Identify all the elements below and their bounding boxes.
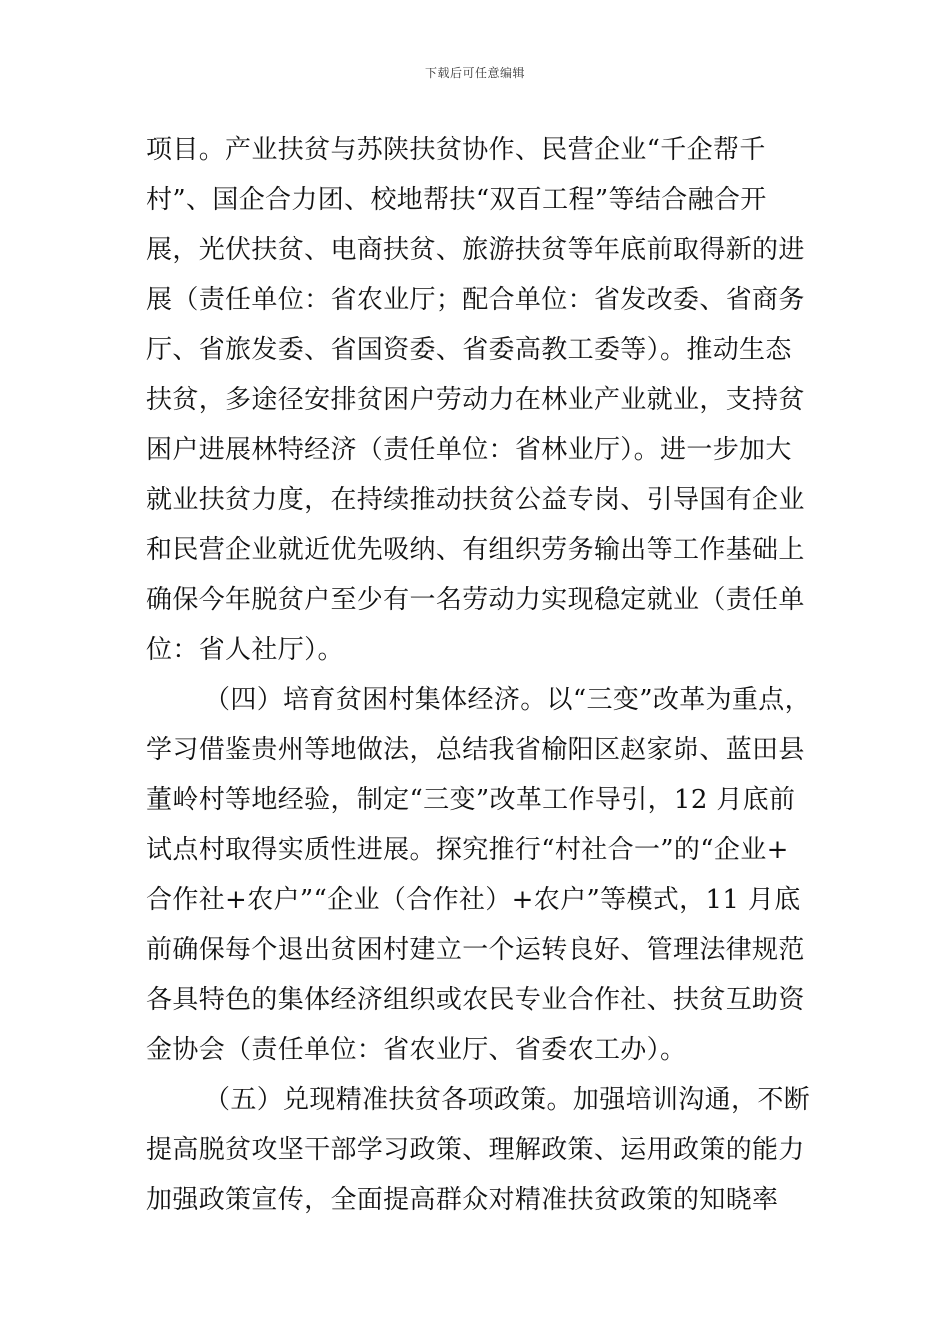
page-header: 下载后可任意编辑 <box>424 66 525 80</box>
text-line: 村”、国企合力团、校地帮扶“双百工程”等结合融合开 <box>146 185 767 215</box>
text-line: 加强政策宣传，全面提高群众对精准扶贫政策的知晓率 <box>146 1185 779 1215</box>
text-line: 位：省人社厅）。 <box>146 635 344 665</box>
text-line: 和民营企业就近优先吸纳、有组织劳务输出等工作基础上 <box>146 535 805 565</box>
text-line: 前确保每个退出贫困村建立一个运转良好、管理法律规范 <box>146 935 805 965</box>
text-line: 合作社+农户”“企业（合作社）+农户”等模式，11 月底 <box>146 885 801 915</box>
section-heading-4: （四）培育贫困村集体经济。以“三变”改革为重点， <box>204 685 811 715</box>
section-heading-5: （五）兑现精准扶贫各项政策。加强培训沟通，不断 <box>204 1085 811 1115</box>
text-line: 确保今年脱贫户至少有一名劳动力实现稳定就业（责任单 <box>146 585 805 615</box>
body-text <box>146 125 836 1225</box>
text-line: 提高脱贫攻坚干部学习政策、理解政策、运用政策的能力 <box>146 1135 805 1165</box>
text-line: 厅、省旅发委、省国资委、省委高教工委等）。推动生态 <box>146 335 792 365</box>
text-line: 学习借鉴贵州等地做法，总结我省榆阳区赵家峁、蓝田县 <box>146 735 805 765</box>
text-line: 展（责任单位：省农业厅；配合单位：省发改委、省商务 <box>146 285 805 315</box>
text-line: 金协会（责任单位：省农业厅、省委农工办）。 <box>146 1035 687 1065</box>
text-line: 董岭村等地经验，制定“三变”改革工作导引，12 月底前 <box>146 785 796 815</box>
text-line: 就业扶贫力度，在持续推动扶贫公益专岗、引导国有企业 <box>146 485 805 515</box>
text-line: 各具特色的集体经济组织或农民专业合作社、扶贫互助资 <box>146 985 805 1015</box>
text-line: 展，光伏扶贫、电商扶贫、旅游扶贫等年底前取得新的进 <box>146 235 805 265</box>
text-line: 扶贫，多途径安排贫困户劳动力在林业产业就业，支持贫 <box>146 385 805 415</box>
text-line: 试点村取得实质性进展。探究推行“村社合一”的“企业+ <box>146 835 789 865</box>
text-line: 项目。产业扶贫与苏陕扶贫协作、民营企业“千企帮千 <box>146 135 766 165</box>
text-line: 困户进展林特经济（责任单位：省林业厅）。进一步加大 <box>146 435 792 465</box>
